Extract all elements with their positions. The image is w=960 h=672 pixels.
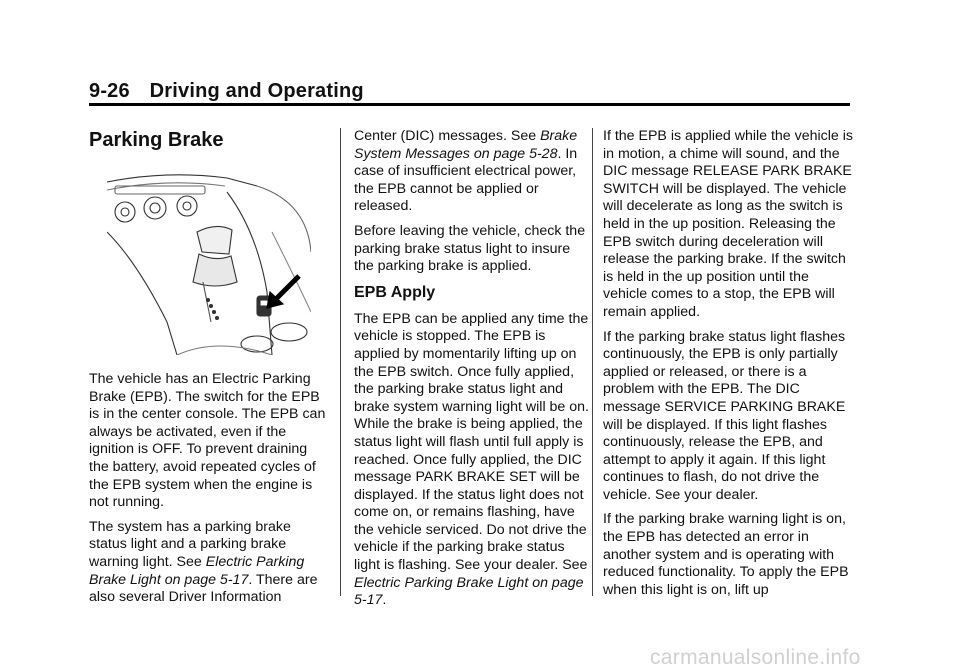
- dic-paragraph: [354, 128, 590, 216]
- watermark: carmanualsonline.info: [650, 646, 861, 669]
- epb-center-console-illustration-icon: [107, 172, 311, 355]
- text-span: Center (DIC) messages. See: [354, 128, 541, 144]
- xref-brake-system-messages[interactable]: Brake System Messages on page 5-28: [354, 128, 578, 162]
- flashing-light-paragraph: If the parking brake status light flashes continuously, the EPB is only partially applied or released, or there is a problem with the EPB. The DIC message SERVICE PARKING BRAKE will be displayed. If this light flashes continuously, release the EPB, and attempt to apply it again. If this light continues to flash, do not drive the vehicle. See your dealer.: [603, 328, 846, 503]
- column-3: [603, 128, 853, 606]
- page-number: 9-26: [89, 80, 130, 102]
- page-title: Parking Brake: [89, 129, 224, 151]
- column-divider-2: [592, 128, 593, 596]
- text-span: . In case of insufficient electrical power, the EPB cannot be applied or released.: [354, 145, 578, 215]
- column-2: [354, 128, 590, 617]
- epb-figure: [107, 172, 311, 355]
- xref-electric-parking-brake-light[interactable]: Electric Parking Brake Light on page 5-17: [89, 553, 305, 588]
- warning-light-paragraph: If the parking brake warning light is on, the EPB has detected an error in another system and is operating with reduced functionality. To apply the EPB when this light is on, lift up: [603, 511, 849, 598]
- text-span: .: [382, 592, 387, 609]
- header-rule: [89, 103, 850, 106]
- epb-apply-heading: EPB Apply: [354, 283, 436, 301]
- text-span: . There are also several Driver Information: [89, 571, 318, 606]
- status-light-paragraph: [89, 519, 329, 607]
- page-header: [89, 80, 364, 103]
- epb-apply-paragraph: [354, 311, 590, 610]
- text-span: The EPB can be applied any time the vehicle is stopped. The EPB is applied by momentarily lifting up on the EPB switch. Once fully applied, the parking brake status light and brake system warning light will be on. While the brake is being applied, the status light will flash until full apply is reached. Once fully applied, the DIC message PARK BRAKE SET will be displayed. If the status light does not come on, or remains flashing, have the vehicle serviced. Do not drive the vehicle if the parking brake status light is flashing. See your dealer. See: [354, 310, 589, 574]
- xref-electric-parking-brake-light-2[interactable]: Electric Parking Brake Light on page 5-17: [354, 574, 584, 609]
- motion-apply-paragraph: If the EPB is applied while the vehicle is in motion, a chime will sound, and the DIC message RELEASE PARK BRAKE SWITCH will be displayed. The vehicle will decelerate as long as the switch is held in the up position. Releasing the EPB switch during deceleration will release the parking brake. If the switch is held in the up position until the vehicle comes to a stop, the EPB will remain applied.: [603, 128, 853, 320]
- column-1: [89, 128, 329, 614]
- intro-paragraph: The vehicle has an Electric Parking Brake (EPB). The switch for the EPB is in the center console. The EPB can always be activated, even if the ignition is OFF. To prevent draining the battery, avoid repeated cycles of the EPB system when the engine is not running.: [89, 371, 326, 511]
- before-leaving-paragraph: Before leaving the vehicle, check the parking brake status light to insure the parking brake is applied.: [354, 222, 586, 275]
- text-span: The system has a parking brake status light and a parking brake warning light. See: [89, 518, 291, 570]
- column-divider-1: [340, 128, 341, 596]
- section-title: Driving and Operating: [149, 80, 364, 102]
